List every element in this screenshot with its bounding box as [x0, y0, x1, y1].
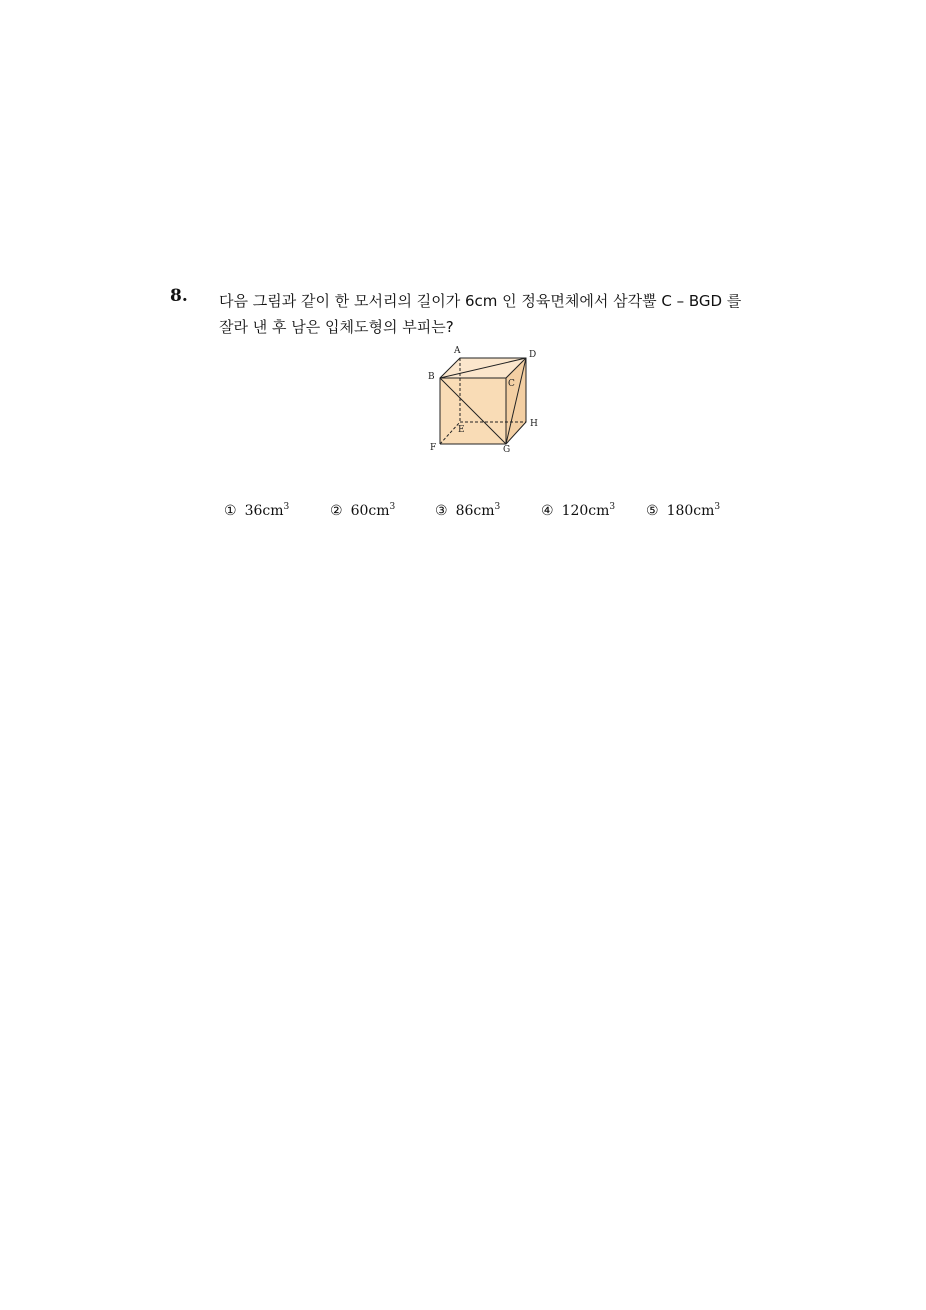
vertex-label-c: C [508, 379, 515, 389]
choice-1-exponent: 3 [283, 502, 290, 512]
choice-2[interactable] [330, 502, 395, 519]
vertex-label-b: B [428, 372, 435, 382]
question-text [219, 288, 759, 340]
vertex-label-a: A [454, 346, 461, 356]
choice-5-exponent: 3 [714, 502, 721, 512]
choice-3-exponent: 3 [494, 502, 501, 512]
question-number: 8. [170, 286, 188, 306]
vertex-label-h: H [530, 419, 538, 429]
choice-5-value: 180cm [666, 503, 715, 519]
choice-2-mark: ② [330, 503, 343, 519]
choice-4[interactable] [541, 502, 615, 519]
vertex-label-e: E [458, 425, 465, 435]
answer-choices [224, 502, 744, 524]
choice-4-value: 120cm [561, 503, 610, 519]
question-line-1: 다음 그림과 같이 한 모서리의 길이가 6cm 인 정육면체에서 삼각뿔 C – BGD 를 [219, 292, 742, 310]
question-line-2: 잘라 낸 후 남은 입체도형의 부피는? [219, 318, 454, 336]
choice-1-mark: ① [224, 503, 237, 519]
choice-3-value: 86cm [455, 503, 495, 519]
vertex-label-g: G [503, 445, 511, 455]
choice-4-mark: ④ [541, 503, 554, 519]
choice-3-mark: ③ [435, 503, 448, 519]
choice-1[interactable] [224, 502, 289, 519]
choice-5[interactable] [646, 502, 720, 519]
choice-2-value: 60cm [350, 503, 390, 519]
choice-2-exponent: 3 [389, 502, 396, 512]
choice-4-exponent: 3 [609, 502, 616, 512]
vertex-label-d: D [529, 350, 537, 360]
vertex-label-f: F [430, 443, 437, 453]
cube-figure [420, 340, 550, 460]
choice-3[interactable] [435, 502, 500, 519]
choice-1-value: 36cm [244, 503, 284, 519]
choice-5-mark: ⑤ [646, 503, 659, 519]
